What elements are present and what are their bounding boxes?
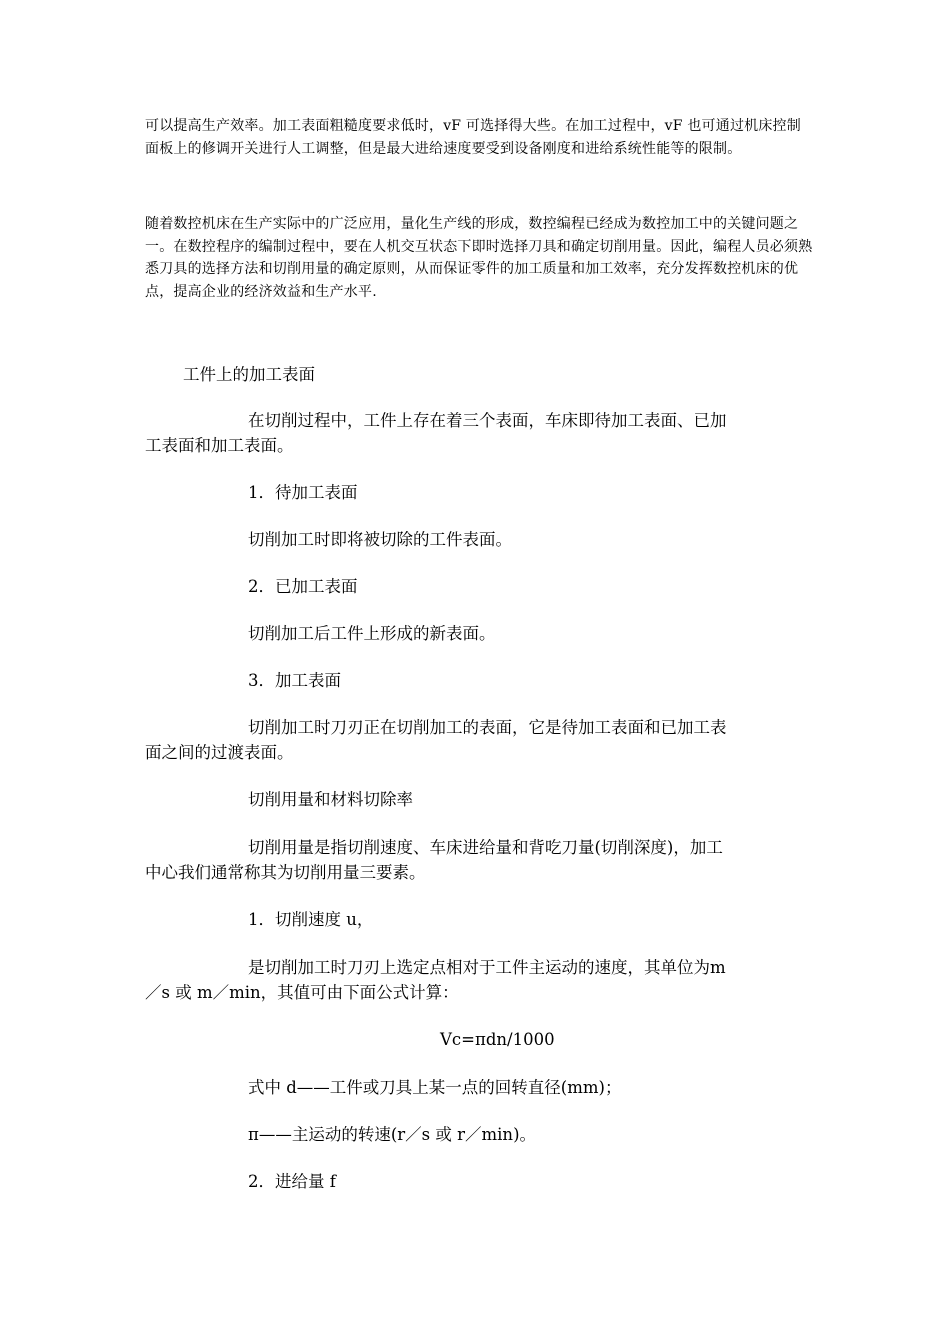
cutting-item-1-title: 1．切削速度 u， xyxy=(248,910,374,929)
cutting-intro-line-1: 切削用量是指切削速度、车床进给量和背吃刀量(切削深度)，加工 xyxy=(248,838,723,857)
surface-item-2-title: 2．已加工表面 xyxy=(248,577,358,596)
intro-paragraph-2: 随着数控机床在生产实际中的广泛应用，量化生产线的形成，数控编程已经成为数控加工中的关键问题之一。在数控程序的编制过程中，要在人机交互状态下即时选择刀具和确定切削用量。因此，编程人员必须熟悉刀具的选择方法和切削用量的确定原则，从而保证零件的加工质量和加工效率，充分发挥数控机床的优点，提高企业的经济效益和生产水平. xyxy=(145,216,813,300)
cutting-item-2-title: 2．进给量 f xyxy=(248,1172,336,1191)
surface-item-3-desc-line-1: 切削加工时刀刃正在切削加工的表面，它是待加工表面和已加工表 xyxy=(248,718,727,737)
surface-item-2-desc: 切削加工后工件上形成的新表面。 xyxy=(248,624,496,643)
cutting-item-1-desc-line-2: ／s 或 m／min，其值可由下面公式计算： xyxy=(145,983,459,1002)
cutting-item-1-desc-line-1: 是切削加工时刀刃上选定点相对于工件主运动的速度，其单位为m xyxy=(248,958,726,977)
surface-item-1-desc: 切削加工时即将被切除的工件表面。 xyxy=(248,530,512,549)
surface-item-1-title: 1．待加工表面 xyxy=(248,483,358,502)
surfaces-intro-line-1: 在切削过程中，工件上存在着三个表面，车床即待加工表面、已加 xyxy=(248,411,727,430)
intro-paragraph-1: 可以提高生产效率。加工表面粗糙度要求低时，vF 可选择得大些。在加工过程中，vF 也可通过机床控制面板上的修调开关进行人工调整，但是最大进给速度要受到设备刚度和进给系统性能等的限制。 xyxy=(145,118,801,157)
section-heading-surfaces: 工件上的加工表面 xyxy=(183,365,315,384)
surfaces-intro-line-2: 工表面和加工表面。 xyxy=(145,436,294,455)
surface-item-3-desc-line-2: 面之间的过渡表面。 xyxy=(145,743,294,762)
section-heading-cutting: 切削用量和材料切除率 xyxy=(248,790,413,809)
formula-where-pi: π——主运动的转速(r／s 或 r／min)。 xyxy=(248,1125,537,1144)
surface-item-3-title: 3．加工表面 xyxy=(248,671,341,690)
speed-formula: Vc=πdn/1000 xyxy=(440,1030,555,1049)
formula-where-d: 式中 d——工件或刀具上某一点的回转直径(mm)； xyxy=(248,1078,622,1097)
cutting-intro-line-2: 中心我们通常称其为切削用量三要素。 xyxy=(145,863,426,882)
